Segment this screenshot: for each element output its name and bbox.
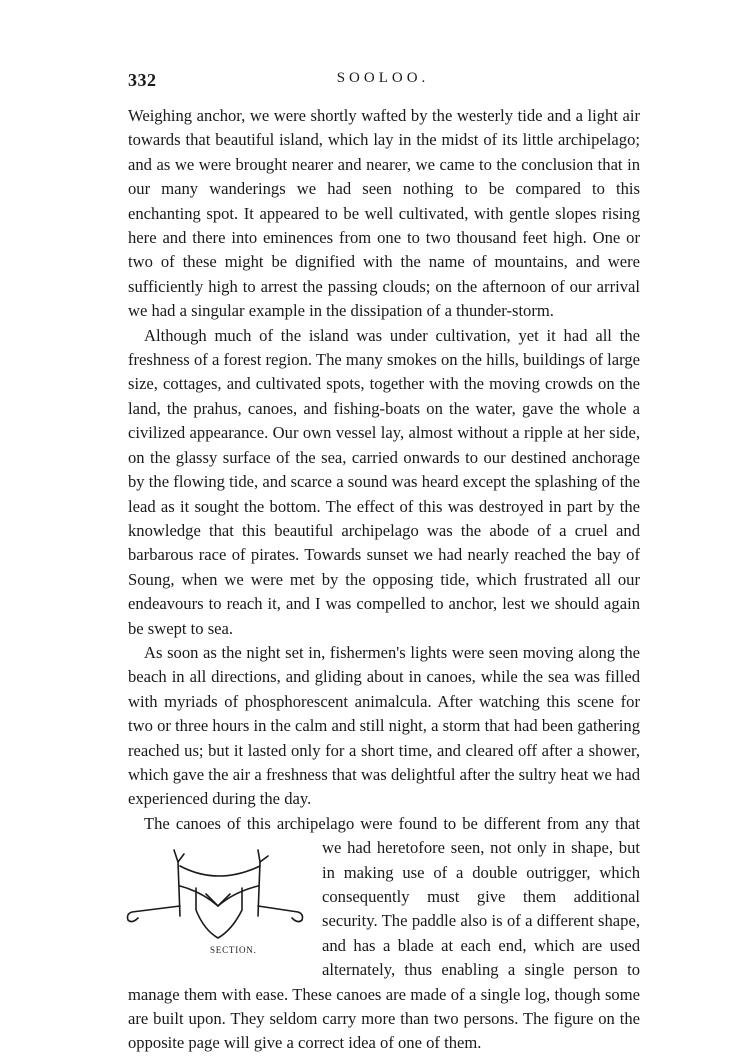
paragraph-1: Weighing anchor, we were shortly wafted by the westerly tide and a light air towards that beautiful island, which lay in the midst of its little archipelago; and as we were brought nearer and nearer, we came to the conclusion that in our many wanderings we had seen nothing to be compared to this enchanting spot. It appeared to be well cultivated, with gentle slopes rising here and there into eminences from one to two thousand feet high. One or two of these might be dignified with the name of mountains, and were sufficiently high to arrest the passing clouds; on the afternoon of our arrival we had a singular example in the dissipation of a thunder-storm. — [128, 106, 640, 321]
figure-caption: SECTION. — [210, 945, 257, 956]
page-header — [128, 64, 638, 94]
paragraph-4 — [128, 812, 640, 1056]
paragraph-2: Although much of the island was under cultivation, yet it had all the freshness of a forest region. The many smokes on the hills, buildings of large size, cottages, and cultivated spots, together with the moving crowds on the land, the prahus, canoes, and fishing-boats on the water, gave the whole a civilized appearance. Our own vessel lay, almost without a ripple at her side, on the glassy surface of the sea, carried onwards to our destined anchorage by the flowing tide, and scarce a sound was heard except the splashing of the lead as it sought the bottom. The effect of this was destroyed in part by the knowledge that this beautiful archipelago was the abode of a cruel and barbarous race of pirates. Towards sunset we had nearly reached the bay of Soung, when we were met by the opposing tide, which frustrated all our endeavours to reach it, and I was compelled to anchor, lest we should again be swept to sea. — [128, 325, 640, 638]
paragraph-3: As soon as the night set in, fishermen's lights were seen moving along the beach in all directions, and gliding about in canoes, while the sea was filled with myriads of phosphorescent animalcula. After watching this scene for two or three hours in the calm and still night, a storm that had been gathering reached us; but it lasted only for a short time, and cleared off after a shower, which gave the air a freshness that was delightful after the sultry heat we had experienced during the day. — [128, 642, 640, 809]
running-head: SOOLOO. — [336, 70, 430, 86]
paragraph-4-rest: that we had heretofore seen, not only in shape, but in making use of a double outrigger, which consequently must give them additional security. The paddle also is of a different shape, and has a blade at each end, which are used alternately, thus enabling a single person to manage them with ease. These canoes are made of a single log, though some are built upon. They seldom carry more than two persons. The figure on the opposite page will give a correct idea of one of them. — [128, 813, 640, 1053]
paragraph-4-lead: The canoes of this archipelago were found to be different from any — [144, 813, 610, 833]
canoe-section-figure — [122, 840, 314, 964]
canoe-section-icon — [122, 846, 314, 942]
body-text — [128, 104, 640, 1056]
page-number: 332 — [128, 70, 157, 90]
